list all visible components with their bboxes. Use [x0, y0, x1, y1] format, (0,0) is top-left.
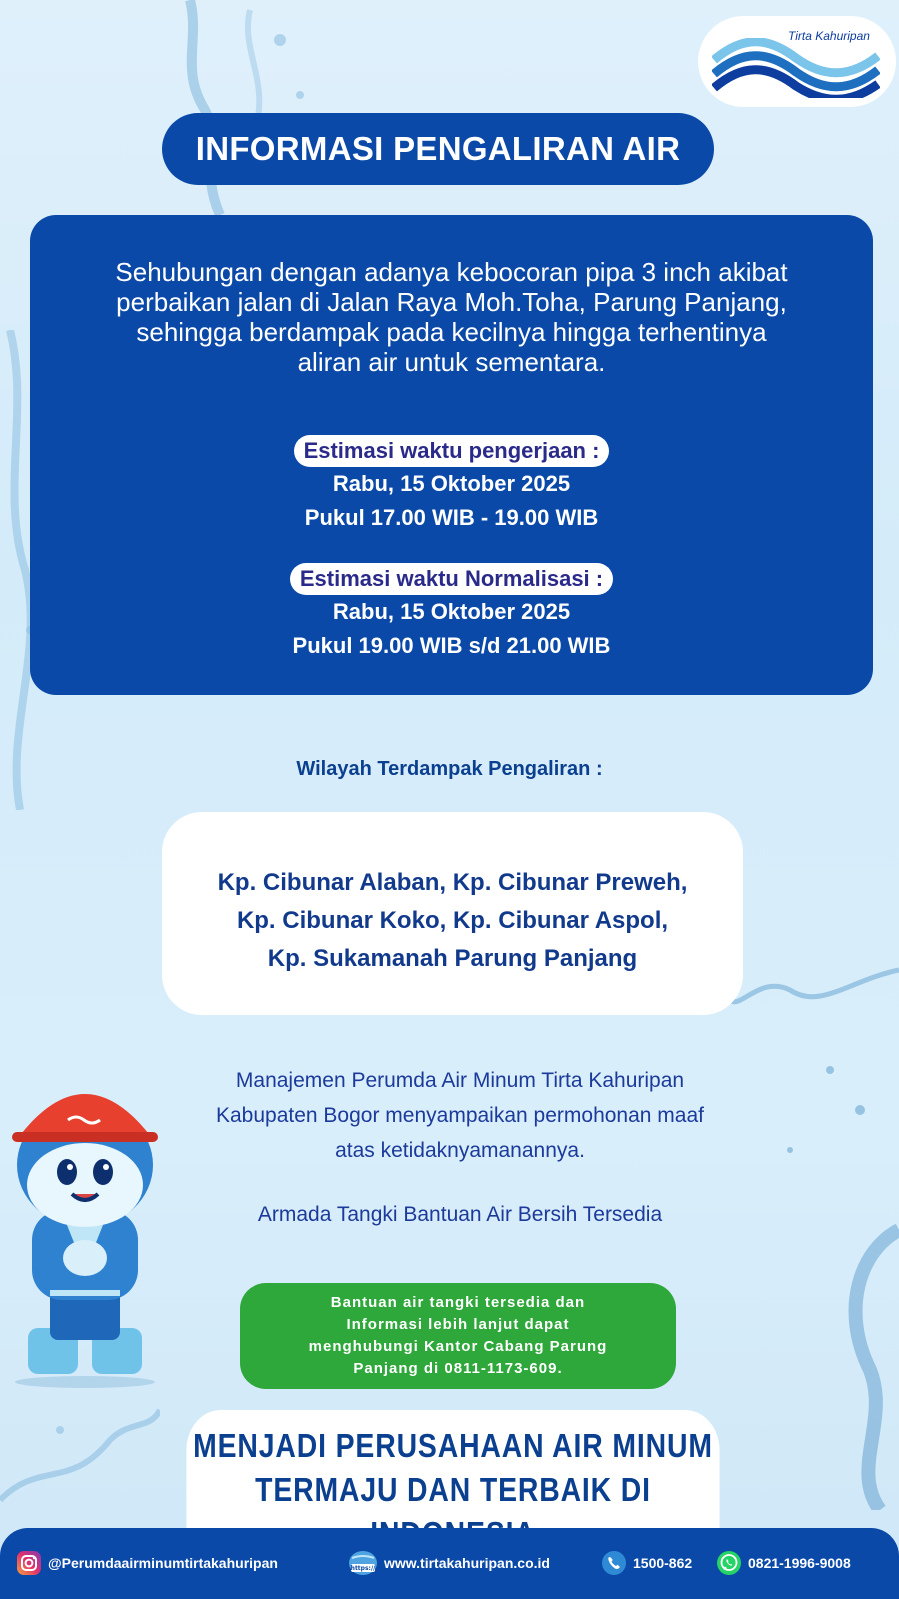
motto-line: TERMAJU DAN TERBAIK DI: [255, 1471, 651, 1508]
help-line: Informasi lebih lanjut dapat: [346, 1316, 570, 1333]
footer-bar: [0, 1528, 899, 1599]
area-line: Kp. Cibunar Koko, Kp. Cibunar Aspol,: [236, 907, 669, 934]
globe-icon: [348, 1550, 378, 1576]
globe-icon-caption: https://: [350, 1565, 376, 1572]
notice-intro: [40, 257, 863, 377]
apology-line: atas ketidaknyamanannya.: [335, 1139, 585, 1162]
apology-line: Kabupaten Bogor menyampaikan permohonan maaf: [216, 1104, 704, 1127]
phone-icon: [601, 1550, 627, 1576]
instagram-icon: [16, 1550, 42, 1576]
area-line: Kp. Cibunar Alaban, Kp. Cibunar Preweh,: [217, 869, 688, 896]
normal-estimate-label-text: Estimasi waktu Normalisasi :: [290, 563, 613, 595]
normal-estimate-time: Pukul 19.00 WIB s/d 21.00 WIB: [292, 633, 611, 658]
notice-card: [30, 215, 873, 695]
intro-line: Sehubungan dengan adanya kebocoran pipa 3 inch akibat: [115, 257, 788, 287]
affected-area-title: Wilayah Terdampak Pengaliran :: [296, 758, 603, 780]
work-estimate-time: Pukul 17.00 WIB - 19.00 WIB: [304, 505, 599, 530]
instagram-handle: @Perumdaairminumtirtakahuripan: [48, 1555, 278, 1571]
water-splash-top: [160, 0, 360, 220]
work-estimate-date: Rabu, 15 Oktober 2025: [332, 471, 571, 496]
footer-instagram[interactable]: [16, 1550, 278, 1576]
affected-area-card: [162, 812, 743, 1015]
normal-estimate-date: Rabu, 15 Oktober 2025: [332, 599, 571, 624]
logo-waves-icon: [712, 38, 880, 98]
water-splash-bottom-left: [0, 1380, 160, 1520]
intro-line: aliran air untuk sementara.: [297, 347, 606, 377]
motto-line: MENJADI PERUSAHAAN AIR MINUM: [193, 1427, 713, 1464]
armada-text: Armada Tangki Bantuan Air Bersih Tersedia: [257, 1203, 663, 1226]
phone-number: 1500-862: [633, 1555, 693, 1571]
work-estimate-label-text: Estimasi waktu pengerjaan :: [294, 435, 610, 467]
brand-name: Tirta Kahuripan: [788, 29, 870, 43]
help-line: menghubungi Kantor Cabang Parung: [308, 1338, 608, 1355]
intro-line: perbaikan jalan di Jalan Raya Moh.Toha, Parung Panjang,: [116, 287, 787, 317]
footer-phone[interactable]: [601, 1550, 692, 1576]
motto-card: [186, 1410, 719, 1538]
apology-text: [150, 1063, 770, 1168]
page-title: INFORMASI PENGALIRAN AIR: [162, 113, 714, 185]
brand-logo: [698, 16, 896, 107]
water-splash-right: [730, 950, 899, 1510]
help-line: Bantuan air tangki tersedia dan: [330, 1294, 586, 1311]
footer-website[interactable]: [348, 1550, 550, 1576]
apology-line: Manajemen Perumda Air Minum Tirta Kahuripan: [235, 1069, 685, 1092]
intro-line: sehingga berdampak pada kecilnya hingga terhentinya: [136, 317, 767, 347]
website-url: www.tirtakahuripan.co.id: [384, 1555, 550, 1571]
work-estimate-label: [30, 435, 873, 467]
footer-whatsapp[interactable]: [716, 1550, 851, 1576]
area-line: Kp. Sukamanah Parung Panjang: [267, 945, 638, 972]
whatsapp-number: 0821-1996-9008: [748, 1555, 851, 1571]
help-line: Panjang di 0811-1173-609.: [353, 1360, 563, 1377]
whatsapp-icon: [716, 1550, 742, 1576]
normal-estimate-label: [30, 563, 873, 595]
help-info-box: [240, 1283, 676, 1389]
mascot-illustration: [10, 1090, 160, 1390]
